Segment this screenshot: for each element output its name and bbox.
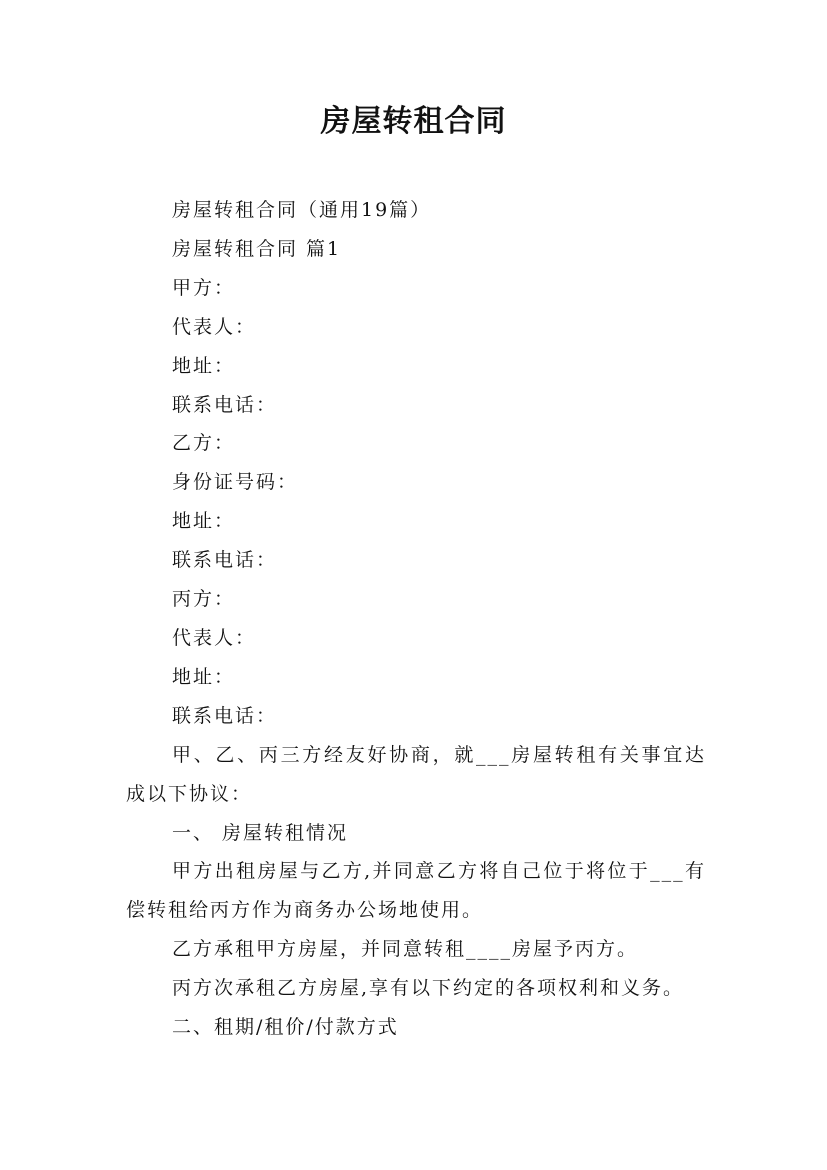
paragraph: 联系电话： (172, 549, 278, 572)
paragraph: 丙方次承租乙方房屋,享有以下约定的各项权利和义务。 (172, 977, 685, 1000)
paragraph: 代表人： (172, 626, 257, 649)
paragraph: 甲、乙、丙三方经友好协商，就___房屋转租有关事宜达成以下协议： (126, 743, 706, 805)
paragraph: 身份证号码： (172, 471, 299, 494)
paragraph: 二、租期/租价/付款方式 (172, 1016, 399, 1039)
document-body (126, 191, 706, 1047)
paragraph: 一、 房屋转租情况 (172, 821, 349, 844)
document-title: 房屋转租合同 (320, 104, 507, 139)
paragraph: 甲方： (172, 276, 236, 299)
paragraph: 乙方： (172, 432, 236, 455)
paragraph: 地址： (172, 665, 236, 688)
paragraph: 联系电话： (172, 704, 278, 727)
paragraph: 地址： (172, 354, 236, 377)
paragraph: 联系电话： (172, 393, 278, 416)
paragraph: 代表人： (172, 315, 257, 338)
paragraph: 丙方： (172, 588, 236, 611)
paragraph: 甲方出租房屋与乙方,并同意乙方将自己位于将位于___有偿转租给丙方作为商务办公场地使用。 (126, 860, 706, 922)
paragraph: 地址： (172, 510, 236, 533)
paragraph: 房屋转租合同 篇1 (172, 237, 342, 260)
paragraph: 房屋转租合同（通用19篇） (172, 199, 432, 221)
paragraph: 乙方承租甲方房屋，并同意转租____房屋予丙方。 (172, 938, 639, 961)
